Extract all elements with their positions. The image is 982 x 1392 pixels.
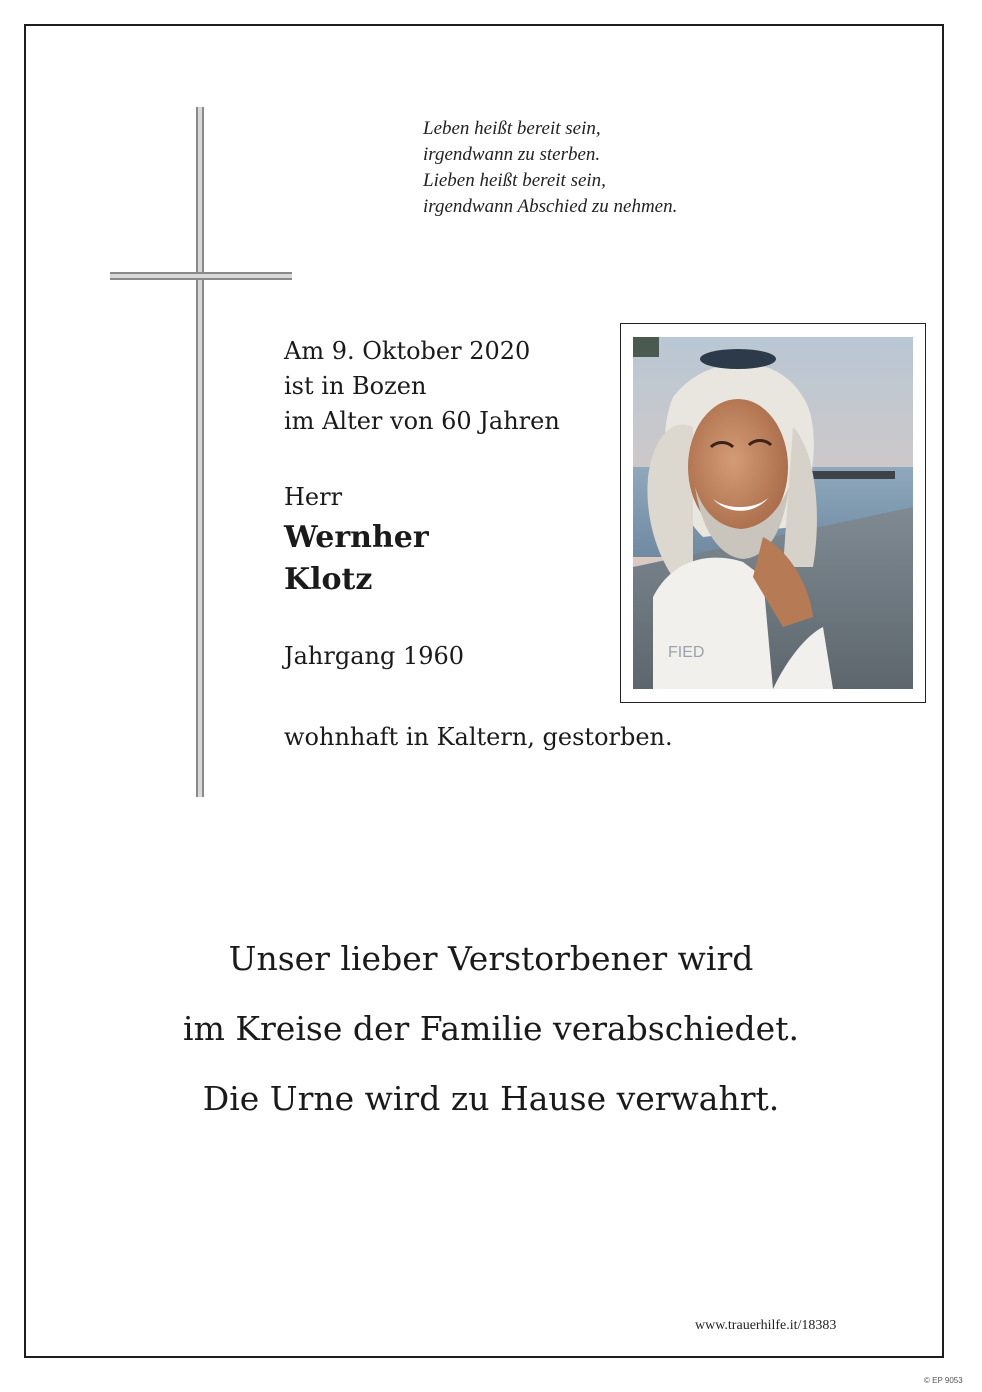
death-place-line: ist in Bozen xyxy=(284,372,427,400)
residence-line: wohnhaft in Kaltern, gestorben. xyxy=(284,723,673,751)
cross-center xyxy=(198,274,202,278)
death-date-line: Am 9. Oktober 2020 xyxy=(284,337,531,365)
svg-text:FIED: FIED xyxy=(668,644,705,661)
poem-line: Leben heißt bereit sein, xyxy=(423,118,601,139)
first-name: Wernher xyxy=(284,520,429,555)
poem-line: irgendwann Abschied zu nehmen. xyxy=(423,196,678,217)
closing-line: Die Urne wird zu Hause verwahrt. xyxy=(202,1079,780,1118)
deceased-name xyxy=(284,517,429,601)
birth-year: Jahrgang 1960 xyxy=(284,642,465,670)
portrait-photo xyxy=(633,337,913,689)
portrait-image xyxy=(633,337,913,689)
cross-vertical-bar xyxy=(196,107,204,797)
poem-line: irgendwann zu sterben. xyxy=(423,144,601,165)
age-line: im Alter von 60 Jahren xyxy=(284,407,560,435)
website-url: www.trauerhilfe.it/18383 xyxy=(695,1318,837,1333)
poem-line: Lieben heißt bereit sein, xyxy=(423,170,606,191)
closing-line: im Kreise der Familie verabschiedet. xyxy=(183,1009,799,1048)
salutation: Herr xyxy=(284,483,343,511)
poem xyxy=(423,116,677,220)
last-name: Klotz xyxy=(284,562,373,597)
death-intro xyxy=(284,334,560,439)
closing-text xyxy=(0,924,982,1134)
closing-line: Unser lieber Verstorbener wird xyxy=(228,939,754,978)
print-code: © EP 9053 xyxy=(924,1376,963,1385)
portrait-frame xyxy=(620,323,926,703)
